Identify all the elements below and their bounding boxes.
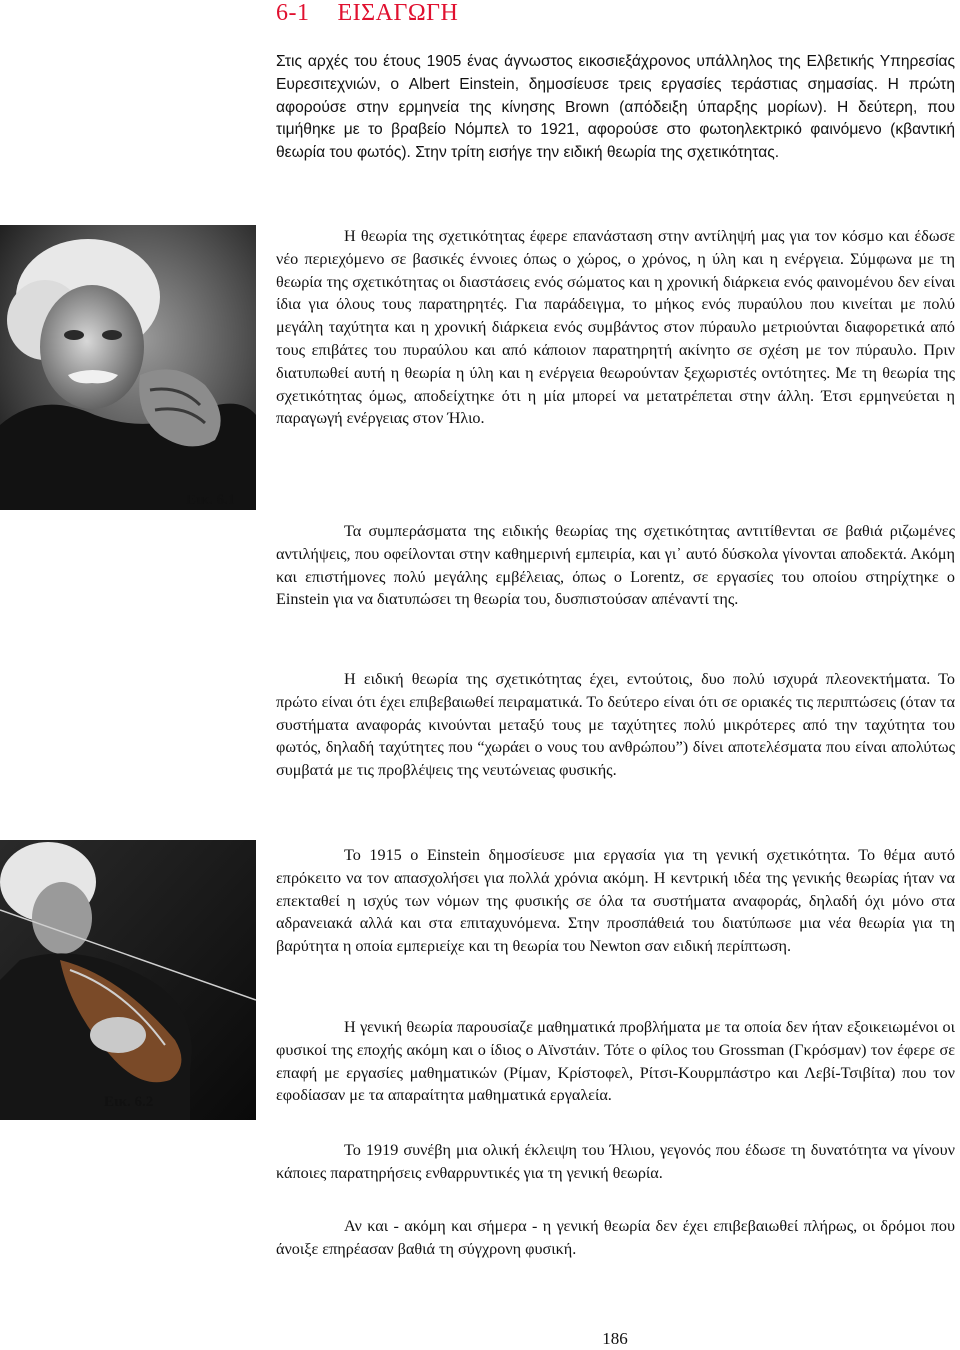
paragraph-2 [276,225,955,430]
paragraph-2-text: Η θεωρία της σχετικότητας έφερε επανάσταση στην αντίληψή μας για τον κόσμο και έδωσε νέο περιεχόμενο σε βασικές έννοιες όπως ο χώρος, ο χρόνος, η ύλη και η ενέργεια. Σύμφωνα με τη θεωρία της σχετικότητας οι διαστάσεις ενός σώματος και η χρονική διάρκεια ενός φαινομένου δεν είναι ίδια για όλους τους παρατηρητές. Για παράδειγμα, το μήκος ενός πυραύλου που κινείται με πολύ μεγάλη ταχύτητα και η χρονική διάρκεια ενός συμβάντος στον πύραυλο μετριούνται διαφορετικά από τους επιβάτες του πυραύλου και από κάποιον παρατηρητή ακίνητο σε σχέση με τον πύραυλο. Πριν διατυπωθεί αυτή η θεωρία η ύλη και η ενέργεια θεωρούνταν ξεχωριστές οντότητες. Με τη θεωρία της σχετικότητας όμως, αποδείχτηκε ότι η μία μπορεί να μετατρέπεται στην άλλη. Έτσι ερμηνεύεται η παραγωγή ενέργειας στον Ήλιο. [276,227,955,428]
paragraph-3 [276,520,955,611]
paragraph-8-text: Αν και - ακόμη και σήμερα - η γενική θεωρία δεν έχει επιβεβαιωθεί πλήρως, οι δρόμοι που άνοιξε επηρέασαν βαθιά τη σύγχρονη φυσική. [276,1217,955,1258]
paragraph-1: Στις αρχές του έτους 1905 ένας άγνωστος εικοσιεξάχρονος υπάλληλος της Ελβετικής Υπηρεσίας Ευρεσιτεχνιών, ο Albert Einstein, δημοσίευσε τρεις εργασίες τεράστιας σημασίας. Η πρώτη αφορούσε στην ερμηνεία της κίνησης Brown (απόδειξη ύπαρξης μορίων). Η δεύτερη, που τιμήθηκε με το βραβείο Νόμπελ το 1921, αφορούσε στο φωτοηλεκτρικό φαινόμενο (κβαντική θεωρία του φωτός). Στην τρίτη εισήγε την ειδική θεωρία της σχετικότητας. [276,53,955,162]
paragraph-6-text: Η γενική θεωρία παρουσίαζε μαθηματικά προβλήματα με τα οποία δεν ήταν εξοικειωμένοι οι φυσικοί της εποχής ακόμη και ο ίδιος ο Αϊνστάιν. Τότε ο φίλος του Grossman (Γκρόσμαν) τον έφερε σε επαφή με εργασίες μαθηματικών (Ρίμαν, Κρίστοφελ, Ρίτσι-Κουρμπάστρο και Λεβί-Τσιβίτα) που τον εφοδίασαν με τα απαραίτητα μαθηματικά εργαλεία. [276,1018,955,1105]
einstein-violin-photo [0,840,256,1120]
paragraph-8 [276,1215,955,1261]
section-number: 6-1 [276,0,310,26]
paragraph-4 [276,668,955,782]
page-number: 186 [602,1329,628,1348]
paragraph-4-text: Η ειδική θεωρία της σχετικότητας έχει, εντούτοις, δυο πολύ ισχυρά πλεονεκτήματα. Το πρώτο είναι ότι έχει επιβεβαιωθεί πειραματικά. Το δεύτερο είναι ότι σε οριακές τις περιπτώσεις (όταν τα συστήματα αναφοράς κινούνται μεταξύ τους με ταχύτητες πολύ μικρότερες από την ταχύτητα του φωτός, δηλαδή ταχύτητες που “χωράει ο νους του ανθρώπου”) δίνει αποτελέσματα που είναι απολύτως συμβατά με τις προβλέψεις της νευτώνειας φυσικής. [276,670,955,780]
paragraph-5-text: Το 1915 ο Einstein δημοσίευσε μια εργασία για τη γενική σχετικότητα. Το θέμα αυτό επρόκειτο να τον απασχολήσει για πολλά χρόνια ακόμη. Η κεντρική ιδέα της γενικής θεωρίας ήταν να επεκταθεί η ισχύς των νόμων της φυσικής σε όλα τα συστήματα αναφοράς, δηλαδή όχι μόνο στα αδρανειακά αλλά και στα επιταχυνόμενα. Στην προσπάθειά του διατύπωσε μια νέα θεωρία για τη βαρύτητα η οποία εμπεριείχε και τη θεωρία του Newton σαν ειδική περίπτωση. [276,846,955,956]
figure-caption-6-2: Εικ. 6.2 [104,1094,154,1110]
section-title: ΕΙΣΑΓΩΓΗ [337,0,459,26]
paragraph-5 [276,844,955,958]
section-heading [276,0,458,27]
einstein-portrait-photo [0,225,256,510]
paragraph-7 [276,1139,955,1185]
figure-caption-6-1: Εικ. 6.1 [186,492,236,508]
paragraph-6 [276,1016,955,1107]
paragraph-3-text: Τα συμπεράσματα της ειδικής θεωρίας της σχετικότητας αντιτίθενται σε βαθιά ριζωμένες αντιλήψεις, που οφείλονται στην καθημερινή εμπειρία, και γι᾽ αυτό δύσκολα γίνονται αποδεκτά. Ακόμη και επιστήμονες πολύ μεγάλης εμβέλειας, όπως ο Lorentz, σε εργασίες του οποίου στηρίχτηκε ο Einstein για να διατυπώσει τη θεωρία του, δυσπιστούσαν απέναντί της. [276,522,955,609]
paragraph-7-text: Το 1919 συνέβη μια ολική έκλειψη του Ήλιου, γεγονός που έδωσε τη δυνατότητα να γίνουν κάποιες παρατηρήσεις ενθαρρυντικές για τη γενική θεωρία. [276,1141,955,1182]
